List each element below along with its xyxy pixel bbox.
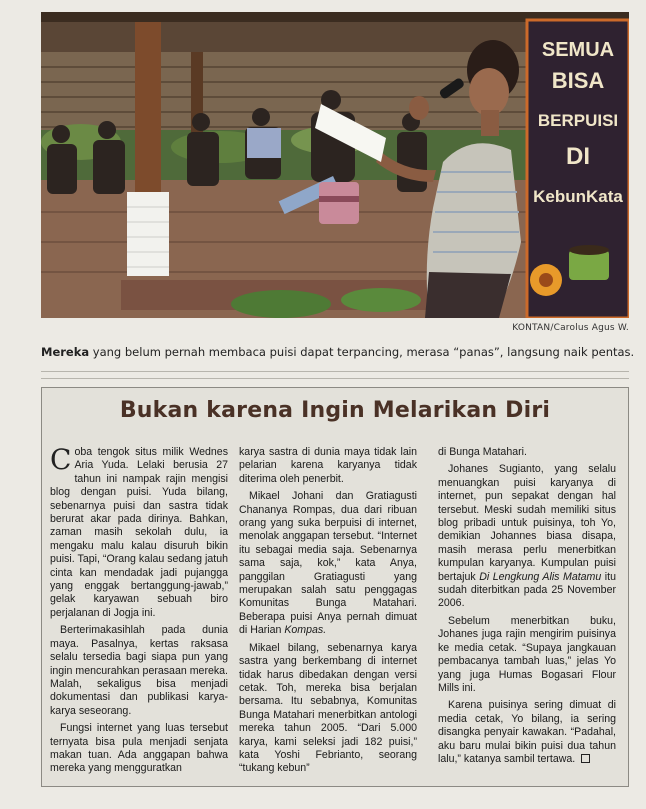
banner-line-1: SEMUA — [541, 39, 615, 61]
article-headline: Bukan karena Ingin Melarikan Diri — [119, 398, 551, 423]
paragraph-text: Karena puisinya sering dimuat di media cetak, Yo bilang, ia sering disangka penyair kawakan. “Padahal, aku baru mulai bikin puisi dua tahun lalu,” katanya sambil tertawa. — [438, 699, 616, 765]
paragraph — [50, 443, 228, 620]
banner-line-4: DI — [566, 143, 590, 170]
paragraph-text: Mikael Johani dan Gratiagusti Chananya Rompas, dua dari ribuan orang yang suka berpuisi di internet, menolak anggapan tersebut. “Internet itu sebagai media saja. Sebenarnya sama saja, kok,” kata Anya, panggilan Gratiagusti yang merupakan salah satu penggagas Komunitas Bunga Matahari. Beberapa puisi Anya pernah dimuat di Harian — [239, 490, 417, 637]
paragraph: karya sastra di dunia maya tidak lain pelarian karena karyanya tidak diterima oleh penerbit. — [239, 446, 417, 485]
caption-lead: Mereka — [41, 345, 90, 359]
paragraph-text: itu sudah diterbitkan pada 25 November 2006. — [438, 570, 616, 610]
divider-line — [41, 378, 629, 379]
banner-line-3: BERPUISI — [537, 111, 619, 130]
article-column-3 — [438, 446, 616, 770]
event-photo — [41, 12, 629, 318]
caption-text: yang belum pernah membaca puisi dapat terpancing, merasa “panas”, langsung naik pentas. — [89, 345, 635, 359]
divider-line — [41, 371, 629, 372]
paragraph — [239, 490, 417, 637]
publication-name: Kompas. — [284, 624, 327, 637]
article-box — [41, 387, 629, 787]
drop-cap: C — [50, 443, 72, 476]
paragraph-text: oba tengok situs milik Wednes Aria Yuda. Lelaki berusia 27 tahun ini nampak rajin mengisi blog dengan puisi. Yuda bilang, sebenarnya puisi dan sastra tidak berurat akar pada dirinya. Bahkan, zaman masih sekolah dulu, ia mengaku malu kalau disuruh bikin puisi. Tapi, “Orang kalau sedang jatuh cinta kan mendadak jadi pujangga yang enggak bertanggung-jawab,” gelak karyawan sebuah biro perjalanan di Jogja ini. — [50, 446, 228, 619]
paragraph: Berterimakasihlah pada dunia maya. Pasalnya, kertas raksasa selalu tersedia bagi siapa pun yang ingin mencurahkan perasaan mereka. Malah, sekaligus bisa menjadi dokumentasi dan publikasi karya-karya seseorang. — [50, 624, 228, 717]
article-column-2 — [239, 446, 417, 780]
paragraph: Mikael bilang, sebenarnya karya sastra yang berkembang di internet tidak harus dibedakan dengan versi cetak. Toh, mereka bisa berjalan bersama. Itu sebabnya, Komunitas Bunga Matahari menerbitkan antologi mereka tahun 2005. “Dari 5.000 karya, kami seleksi jadi 182 puisi,” kata Yoshi Febrianto, seorang “tukang kebun” — [239, 641, 417, 775]
paragraph — [438, 463, 616, 610]
end-mark-icon — [581, 754, 590, 763]
banner-line-5: KebunKata — [533, 187, 623, 206]
article-column-1 — [50, 443, 228, 780]
banner-line-2: BISA — [551, 68, 605, 93]
photo-credit: KONTAN/Carolus Agus W. — [512, 323, 629, 333]
photo-caption — [41, 345, 641, 359]
paragraph: Sebelum menerbitkan buku, Johanes juga rajin mengirim puisinya ke media cetak. “Supaya jangkauan pembacanya tambah luas,” jelas Yo yang juga Humas Bogasari Flour Mills ini. — [438, 614, 616, 694]
book-title: Di Lengkung Alis Matamu — [479, 570, 602, 583]
paragraph — [438, 699, 616, 766]
paragraph: Fungsi internet yang luas tersebut ternyata bisa pula menjadi senjata makan tuan. Ada anggapan bahwa mereka yang mengguratkan — [50, 722, 228, 775]
paragraph: di Bunga Matahari. — [438, 446, 527, 458]
paragraph-text: Johanes Sugianto, yang selalu menuangkan puisi karyanya di internet, pun sepakat dengan hal tersebut. Meski sudah memiliki situs blog pribadi untuk puisinya, toh Yo, demikian Johannes biasa disapa, masih merasa perlu menerbitkan kumpulan karyanya. Kumpulan puisi bertajuk — [438, 463, 616, 583]
